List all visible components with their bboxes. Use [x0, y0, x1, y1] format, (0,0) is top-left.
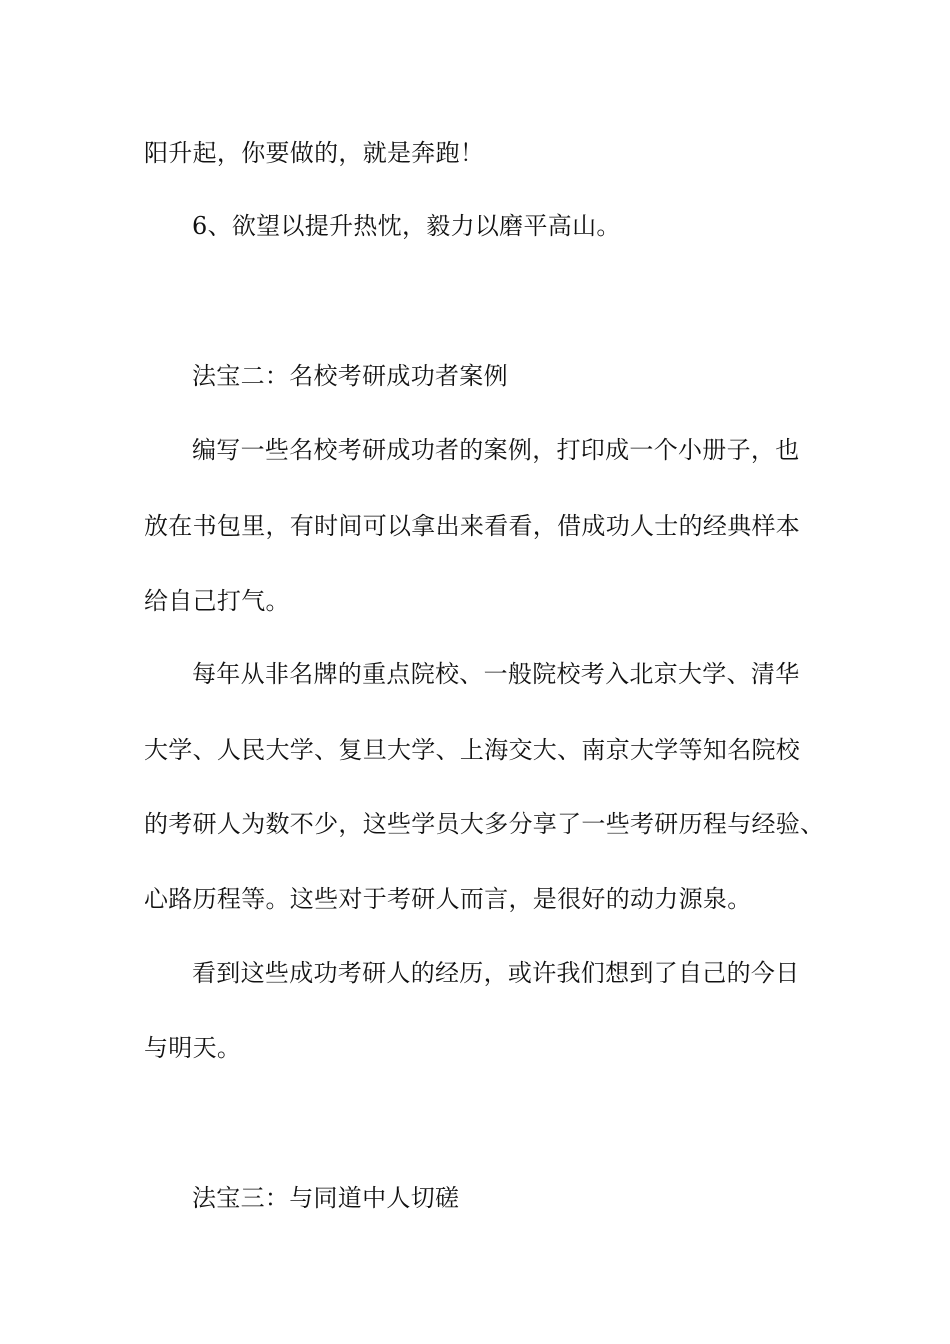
- paragraph-line: 大学、人民大学、复旦大学、上海交大、南京大学等知名院校: [144, 736, 801, 764]
- paragraph-line: 看到这些成功考研人的经历，或许我们想到了自己的今日: [192, 959, 800, 987]
- paragraph-line: 的考研人为数不少，这些学员大多分享了一些考研历程与经验、: [144, 810, 825, 838]
- paragraph-line: 编写一些名校考研成功者的案例，打印成一个小册子，也: [192, 436, 800, 464]
- paragraph-line: 与明天。: [144, 1034, 242, 1062]
- section-heading-3: 法宝三：与同道中人切磋: [192, 1184, 460, 1212]
- paragraph-line: 放在书包里，有时间可以拿出来看看，借成功人士的经典样本: [144, 512, 801, 540]
- paragraph-line: 心路历程等。这些对于考研人而言，是很好的动力源泉。: [144, 885, 752, 913]
- section-heading-2: 法宝二：名校考研成功者案例: [192, 362, 508, 390]
- list-item-6: 6、欲望以提升热忱，毅力以磨平高山。: [192, 212, 621, 240]
- paragraph-line: 给自己打气。: [144, 587, 290, 615]
- paragraph-line: 阳升起，你要做的，就是奔跑！: [144, 139, 485, 167]
- paragraph-line: 每年从非名牌的重点院校、一般院校考入北京大学、清华: [192, 660, 800, 688]
